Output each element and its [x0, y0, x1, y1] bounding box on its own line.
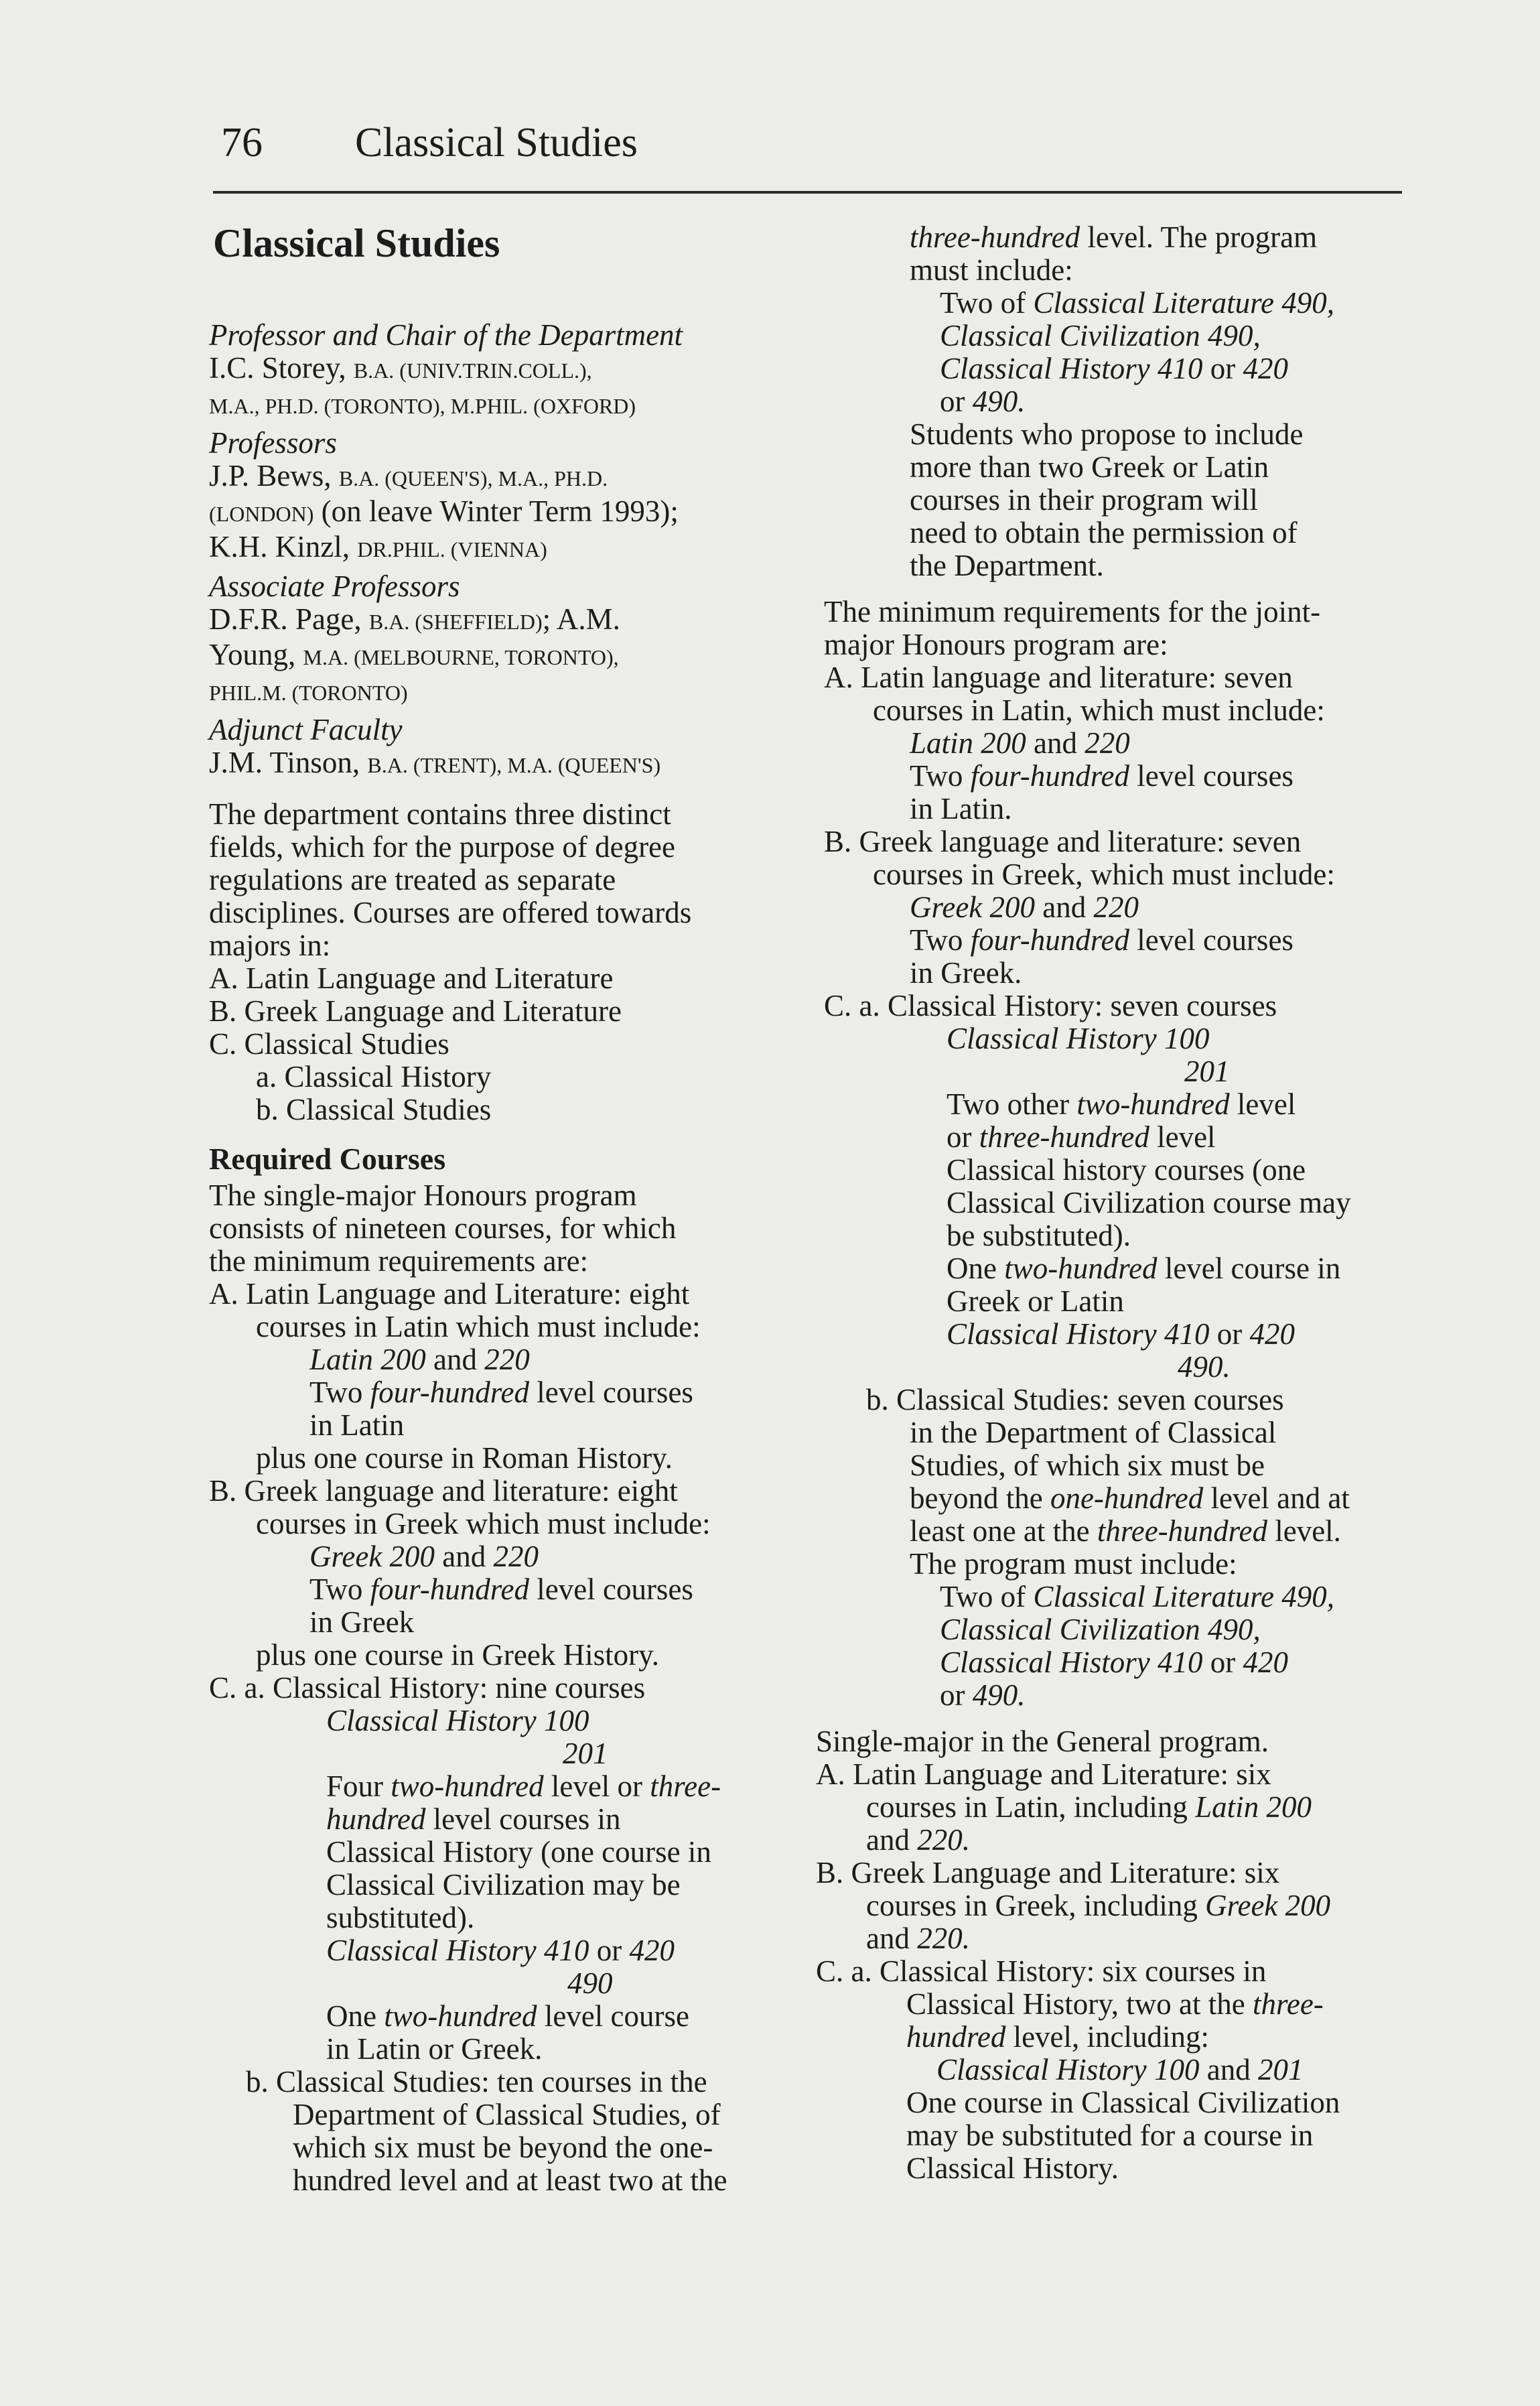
italic-text: three-: [1253, 1987, 1324, 2021]
italic-text: 201: [1184, 1055, 1230, 1088]
text-run: One course in Classical Civilization: [906, 2086, 1340, 2119]
text-run: The single-major Honours program: [209, 1179, 637, 1212]
italic-text: 220: [484, 1343, 530, 1376]
text-run: plus one course in Greek History.: [256, 1638, 659, 1672]
text-line: [209, 1770, 785, 1803]
italic-text: Greek 200: [910, 890, 1036, 924]
italic-text: hundred: [326, 1802, 426, 1836]
text-run: C. a. Classical History: nine courses: [209, 1671, 646, 1705]
text-line: [209, 1508, 785, 1540]
faculty-member-line: [209, 639, 785, 674]
text-line: [816, 517, 1419, 549]
faculty-member-line: [209, 746, 785, 782]
text-line: [209, 1869, 785, 1901]
subsection-heading: [209, 1142, 785, 1175]
text-run: level courses: [529, 1573, 693, 1606]
text-line: [816, 1449, 1419, 1482]
text-run: courses in Greek which must include:: [256, 1507, 711, 1540]
text-run: courses in Latin, which must include:: [873, 693, 1325, 727]
italic-text: 420: [629, 1934, 675, 1967]
text-run: level: [1229, 1087, 1296, 1121]
paragraph-gap: [816, 1712, 1419, 1725]
text-line: [209, 1311, 785, 1343]
text-run: courses in Latin, including: [866, 1790, 1196, 1824]
text-run: courses in Greek, which must include:: [873, 858, 1335, 891]
text-run: b. Classical Studies: [256, 1093, 492, 1126]
text-run: B. Greek language and literature: eight: [209, 1474, 678, 1508]
italic-text: Classical History 410: [940, 1646, 1203, 1679]
faculty-role-heading: Professor and Chair of the Department: [209, 318, 683, 352]
text-run: or: [1202, 352, 1243, 385]
text-run: Students who propose to include: [910, 417, 1304, 451]
text-line: [816, 1581, 1419, 1613]
text-run: courses in Latin which must include:: [256, 1310, 701, 1343]
text-run: B. Greek Language and Literature: [209, 994, 622, 1028]
italic-text: two-hundred: [384, 1999, 537, 2033]
text-line: [816, 549, 1419, 582]
text-line: [816, 254, 1419, 287]
text-run: level course in: [1157, 1252, 1341, 1285]
italic-text: 490.: [972, 1678, 1026, 1712]
italic-text: three-: [650, 1769, 721, 1803]
text-run: Two of: [940, 286, 1034, 320]
text-run: or: [1209, 1317, 1250, 1351]
text-line: [816, 596, 1419, 628]
text-line: [209, 2000, 785, 2033]
text-run: Classical History (one course in: [326, 1835, 711, 1869]
left-column: [209, 221, 785, 2197]
italic-text: Classical History 410: [940, 352, 1203, 385]
text-run: Two other: [947, 1087, 1077, 1121]
paragraph-gap: [816, 582, 1419, 596]
italic-text: 490.: [972, 385, 1026, 418]
faculty-member-line: [209, 352, 785, 387]
text-line: [209, 2098, 785, 2131]
text-run: a. Classical History: [256, 1060, 492, 1093]
text-line: [816, 1613, 1419, 1646]
text-run: The minimum requirements for the joint-: [824, 595, 1321, 628]
degree-text: M.A., PH.D. (TORONTO), M.PHIL. (OXFORD): [209, 394, 636, 418]
text-line: [816, 1515, 1419, 1548]
text-line: [816, 727, 1419, 760]
text-line: [816, 1252, 1419, 1285]
text-line: [816, 1758, 1419, 1791]
italic-text: three-hundred: [979, 1120, 1149, 1154]
text-run: Two: [910, 923, 971, 957]
text-line: [816, 2119, 1419, 2152]
text-run: b. Classical Studies: ten courses in the: [246, 2065, 707, 2098]
paragraph-gap: [209, 782, 785, 798]
text-line: [816, 1219, 1419, 1252]
text-line: [209, 995, 785, 1028]
text-line: [209, 1028, 785, 1061]
text-line: [816, 760, 1419, 793]
text-run: C. a. Classical History: seven courses: [824, 989, 1277, 1022]
text-line: [209, 1803, 785, 1836]
text-run: major Honours program are:: [824, 628, 1168, 661]
text-line: [209, 896, 785, 929]
text-line: [209, 1573, 785, 1606]
text-run: in the Department of Classical: [910, 1416, 1277, 1449]
text-line: [209, 1639, 785, 1672]
degree-text: B.A. (SHEFFIELD): [368, 610, 543, 634]
text-run: need to obtain the permission of: [910, 516, 1298, 549]
text-run: A. Latin Language and Literature: six: [816, 1757, 1271, 1791]
text-run: D.F.R. Page,: [209, 602, 369, 636]
text-line: [816, 287, 1419, 320]
text-run: and: [1199, 2053, 1259, 2086]
italic-text: 420: [1243, 352, 1289, 385]
italic-text: Classical Civilization 490,: [940, 319, 1261, 352]
italic-text: Classical Civilization 490,: [940, 1613, 1261, 1646]
italic-text: two-hundred: [1004, 1252, 1158, 1285]
text-run: and: [435, 1540, 494, 1573]
text-line: [816, 1548, 1419, 1581]
text-run: must include:: [910, 253, 1073, 287]
degree-text: B.A. (UNIV.TRIN.COLL.),: [353, 358, 592, 383]
text-run: courses in their program will: [910, 483, 1258, 517]
italic-text: four-hundred: [970, 759, 1130, 793]
text-line: [209, 1343, 785, 1376]
text-run: or: [940, 1678, 973, 1712]
text-run: The department contains three distinct: [209, 797, 671, 831]
italic-text: four-hundred: [370, 1376, 530, 1409]
faculty-list: [209, 319, 785, 782]
italic-text: two-hundred: [1076, 1087, 1230, 1121]
text-run: Classical History, two at the: [906, 1987, 1253, 2021]
text-line: [209, 1376, 785, 1409]
italic-text: 201: [563, 1737, 608, 1770]
text-line: [816, 1857, 1419, 1889]
text-line: [209, 1212, 785, 1245]
text-line: [816, 418, 1419, 451]
degree-text: M.A. (MELBOURNE, TORONTO),: [303, 645, 619, 669]
text-line: [816, 1482, 1419, 1515]
italic-text: 220: [1093, 890, 1139, 924]
italic-text: three-hundred: [1097, 1514, 1267, 1548]
text-run: or: [589, 1934, 630, 1967]
text-line: [816, 1351, 1419, 1384]
text-line: [209, 1061, 785, 1093]
faculty-member-line: [209, 531, 785, 566]
text-run: Classical history courses (one: [947, 1153, 1306, 1187]
degree-text: B.A. (TRENT), M.A. (QUEEN'S): [367, 753, 661, 777]
text-line: [209, 1934, 785, 1967]
italic-text: Latin 200: [910, 726, 1026, 760]
text-run: and: [425, 1343, 485, 1376]
text-run: J.P. Bews,: [209, 459, 339, 492]
text-run: in Latin or Greek.: [326, 2032, 543, 2066]
text-line: [209, 1836, 785, 1869]
text-line: [209, 1672, 785, 1705]
text-run: consists of nineteen courses, for which: [209, 1211, 677, 1245]
degree-text: PHIL.M. (TORONTO): [209, 681, 408, 705]
italic-text: Classical History 410: [947, 1317, 1210, 1351]
text-line: [816, 2086, 1419, 2119]
text-line: [209, 1705, 785, 1737]
text-line: [209, 1245, 785, 1278]
header-rule: [213, 191, 1402, 194]
italic-text: Classical History 100: [936, 2053, 1200, 2086]
text-run: plus one course in Roman History.: [256, 1441, 673, 1475]
faculty-member-line: [209, 674, 785, 710]
section-title: Classical Studies: [213, 221, 500, 265]
text-line: [816, 1988, 1419, 2021]
text-line: [209, 1442, 785, 1475]
text-run: and: [1035, 890, 1094, 924]
text-line: [816, 825, 1419, 858]
text-run: be substituted).: [947, 1219, 1131, 1252]
italic-text: 490: [567, 1966, 613, 2000]
text-line: [209, 1475, 785, 1508]
text-run: and: [1026, 726, 1085, 760]
text-run: may be substituted for a course in: [906, 2119, 1314, 2152]
text-run: A. Latin Language and Literature: eight: [209, 1277, 690, 1311]
italic-text: 420: [1249, 1317, 1296, 1351]
text-run: which six must be beyond the one-: [293, 2131, 713, 2164]
text-run: J.M. Tinson,: [209, 746, 368, 779]
text-run: level. The program: [1080, 220, 1318, 254]
text-run: regulations are treated as separate: [209, 863, 616, 896]
italic-text: 220: [493, 1540, 539, 1573]
faculty-member-line: [209, 460, 785, 495]
text-run: and: [866, 1922, 918, 1955]
text-run: B. Greek language and literature: seven: [824, 825, 1302, 858]
text-run: level and at: [1203, 1481, 1350, 1515]
text-run: and: [866, 1823, 918, 1857]
text-run: Studies, of which six must be: [910, 1449, 1265, 1482]
paragraph-gap: [209, 1126, 785, 1142]
text-line: [209, 1606, 785, 1639]
italic-text: Greek 200: [1205, 1889, 1331, 1922]
text-run: level: [1149, 1120, 1216, 1154]
text-run: or: [1202, 1646, 1243, 1679]
text-run: hundred level and at least two at the: [293, 2163, 727, 2197]
text-run: least one at the: [910, 1514, 1097, 1548]
text-line: [816, 858, 1419, 891]
text-line: [816, 1055, 1419, 1088]
text-line: [816, 793, 1419, 825]
text-line: [816, 661, 1419, 694]
text-run: more than two Greek or Latin: [910, 450, 1269, 484]
text-run: in Latin: [309, 1408, 405, 1442]
text-line: [209, 929, 785, 962]
italic-text: 420: [1243, 1646, 1289, 1679]
text-run: level course: [537, 1999, 689, 2033]
text-run: the Department.: [910, 549, 1104, 582]
text-run: Young,: [209, 638, 303, 671]
text-line: [816, 1922, 1419, 1955]
text-run: One: [326, 1999, 384, 2033]
text-line: [209, 1967, 785, 2000]
right-body-text: [816, 221, 1419, 2185]
text-line: [209, 1901, 785, 1934]
text-run: Classical Civilization may be: [326, 1868, 681, 1901]
text-run: A. Latin language and literature: seven: [824, 661, 1293, 694]
italic-text: Classical Literature 490,: [1033, 286, 1334, 320]
text-run: Classical Civilization course may: [947, 1186, 1351, 1219]
text-line: [209, 1737, 785, 1770]
text-line: [816, 1285, 1419, 1318]
text-run: Two: [309, 1376, 370, 1409]
text-line: [816, 1416, 1419, 1449]
text-line: [209, 1093, 785, 1126]
text-run: level, including:: [1005, 2020, 1210, 2054]
text-line: [209, 2164, 785, 2197]
text-line: [816, 484, 1419, 517]
text-run: Classical History.: [906, 2151, 1119, 2185]
text-line: [816, 1791, 1419, 1824]
italic-text: 201: [1258, 2053, 1304, 2086]
text-run: Two: [309, 1573, 370, 1606]
text-run: or: [940, 385, 973, 418]
text-run: K.H. Kinzl,: [209, 530, 358, 563]
text-run: in Latin.: [910, 792, 1012, 825]
text-line: [816, 990, 1419, 1022]
text-run: in Greek: [309, 1605, 415, 1639]
text-line: [816, 1824, 1419, 1857]
text-line: [209, 798, 785, 831]
italic-text: Classical History 100: [947, 1022, 1210, 1055]
text-line: [816, 891, 1419, 924]
text-run: C. a. Classical History: six courses in: [816, 1954, 1267, 1988]
text-line: [816, 1154, 1419, 1187]
text-run: B. Greek Language and Literature: six: [816, 1856, 1280, 1889]
italic-text: four-hundred: [370, 1573, 530, 1606]
page-number: 76: [221, 120, 263, 165]
text-line: [816, 2054, 1419, 2086]
faculty-member-line: [209, 495, 785, 531]
text-line: [816, 221, 1419, 254]
text-run: (on leave Winter Term 1993);: [313, 494, 679, 528]
text-run: Two: [910, 759, 971, 793]
text-line: [209, 831, 785, 864]
degree-text: B.A. (QUEEN'S), M.A., PH.D.: [338, 466, 608, 490]
italic-text: 220.: [917, 1922, 970, 1955]
text-line: [816, 628, 1419, 661]
text-run: b. Classical Studies: seven courses: [866, 1383, 1284, 1416]
text-line: [816, 1889, 1419, 1922]
text-run: Required Courses: [209, 1142, 446, 1176]
text-run: level courses: [1129, 923, 1293, 957]
faculty-role-heading: Professors: [209, 426, 337, 460]
text-line: [209, 2066, 785, 2098]
italic-text: three-hundred: [910, 220, 1080, 254]
text-run: Department of Classical Studies, of: [293, 2098, 721, 2131]
text-run: in Greek.: [910, 956, 1022, 990]
italic-text: Latin 200: [309, 1343, 426, 1376]
text-line: [209, 1409, 785, 1442]
text-run: A. Latin Language and Literature: [209, 961, 614, 995]
text-run: majors in:: [209, 929, 331, 962]
text-run: substituted).: [326, 1901, 475, 1934]
text-line: [209, 1278, 785, 1311]
text-line: [209, 1179, 785, 1212]
text-line: [816, 1725, 1419, 1758]
text-line: [816, 1022, 1419, 1055]
text-line: [816, 1955, 1419, 1988]
degree-text: DR.PHIL. (VIENNA): [357, 537, 547, 561]
text-run: level courses: [529, 1376, 693, 1409]
italic-text: Classical Literature 490,: [1033, 1580, 1334, 1613]
italic-text: hundred: [906, 2020, 1006, 2054]
text-line: [816, 1187, 1419, 1219]
italic-text: 490.: [1178, 1350, 1231, 1384]
faculty-role-heading: Adjunct Faculty: [209, 713, 403, 746]
text-line: [816, 924, 1419, 957]
text-line: [816, 385, 1419, 418]
text-run: level courses: [1129, 759, 1293, 793]
italic-text: one-hundred: [1050, 1481, 1204, 1515]
text-run: level or: [543, 1769, 650, 1803]
text-run: Greek or Latin: [947, 1284, 1124, 1318]
text-run: One: [947, 1252, 1005, 1285]
text-run: level courses in: [425, 1802, 621, 1836]
faculty-role-heading: Associate Professors: [209, 570, 460, 603]
text-line: [816, 1088, 1419, 1121]
faculty-member-line: [209, 603, 785, 639]
text-run: Single-major in the General program.: [816, 1725, 1269, 1758]
right-column: [816, 221, 1419, 2185]
italic-text: 220: [1084, 726, 1130, 760]
italic-text: four-hundred: [970, 923, 1130, 957]
italic-text: Latin 200: [1195, 1790, 1312, 1824]
text-run: fields, which for the purpose of degree: [209, 830, 676, 864]
text-line: [816, 1646, 1419, 1679]
text-run: the minimum requirements are:: [209, 1244, 589, 1278]
text-line: [816, 451, 1419, 484]
italic-text: Classical History 410: [326, 1934, 589, 1967]
text-line: [816, 1384, 1419, 1416]
italic-text: Classical History 100: [326, 1704, 589, 1737]
text-line: [209, 1540, 785, 1573]
left-body-text: [209, 782, 785, 2197]
text-line: [209, 2131, 785, 2164]
text-line: [209, 864, 785, 896]
text-run: level.: [1267, 1514, 1341, 1548]
text-run: The program must include:: [910, 1547, 1237, 1581]
text-line: [816, 2152, 1419, 2185]
text-run: or: [947, 1120, 979, 1154]
text-run: courses in Greek, including: [866, 1889, 1206, 1922]
text-line: [816, 1121, 1419, 1154]
text-run: Two of: [940, 1580, 1034, 1613]
text-run: ; A.M.: [542, 602, 620, 636]
text-run: disciplines. Courses are offered towards: [209, 896, 692, 929]
text-run: I.C. Storey,: [209, 351, 354, 385]
text-line: [816, 352, 1419, 385]
text-line: [816, 1679, 1419, 1712]
running-header: [221, 122, 638, 163]
italic-text: Greek 200: [309, 1540, 435, 1573]
text-run: C. Classical Studies: [209, 1027, 449, 1061]
text-line: [816, 957, 1419, 990]
text-run: Four: [326, 1769, 391, 1803]
italic-text: two-hundred: [391, 1769, 544, 1803]
text-line: [209, 2033, 785, 2066]
italic-text: 220.: [917, 1823, 970, 1857]
text-line: [816, 2021, 1419, 2054]
text-line: [816, 694, 1419, 727]
text-run: beyond the: [910, 1481, 1050, 1515]
running-title: Classical Studies: [355, 120, 638, 165]
text-line: [816, 1318, 1419, 1351]
faculty-member-line: [209, 387, 785, 423]
text-line: [816, 320, 1419, 352]
text-line: [209, 962, 785, 995]
degree-text: (LONDON): [209, 502, 314, 526]
